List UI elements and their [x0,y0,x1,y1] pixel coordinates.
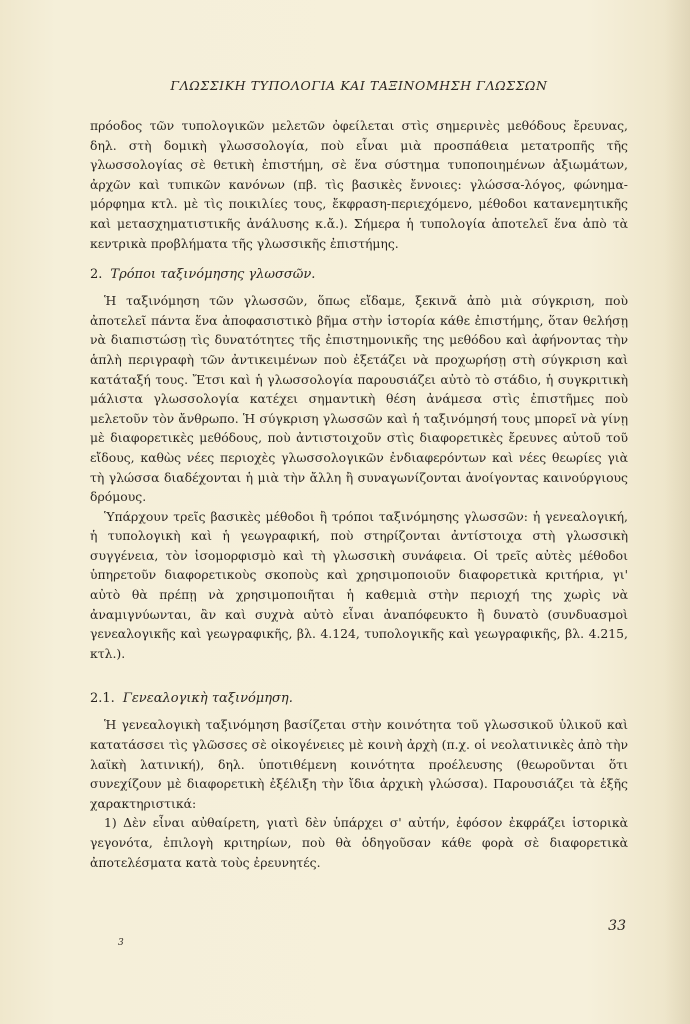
page-body [90,116,628,872]
page-edge-shadow [664,0,690,1024]
section-title: Γενεαλογικὴ ταξινόμηση. [122,691,293,707]
section-number: 2.1. [90,691,115,707]
paragraph-feature-1: 1) Δὲν εἶναι αὐθαίρετη, γιατὶ δὲν ὑπάρχει σ' αὐτήν, ἐφόσον ἐκφράζει ἱστορικὰ γεγονότα, ἐπιλογὴ κριτηρίων, ποὺ θὰ ὁδηγοῦσαν κάθε φορὰ σὲ διαφορετικὰ ἀποτελέσματα κατὰ τοὺς ἐρευνητές. [90,815,628,870]
page-number: 33 [608,918,626,934]
section-number: 2. [90,267,103,283]
paragraph-classification: Ἡ ταξινόμηση τῶν γλωσσῶν, ὅπως εἴδαμε, ξεκινᾶ ἀπὸ μιὰ σύγκριση, ποὺ ἀποτελεῖ πάντα ἕνα ἀποφασιστικὸ βῆμα στὴν ἱστορία κάθε ἐπιστήμης, ὅταν θελήσῃ νὰ διαπιστώσῃ τὶς δυνατότητες τῆς ἐπιστημονικῆς της μεθόδου καὶ ἀφήνοντας τὴν ἁπλὴ περιγραφὴ τῶν ἀντικειμένων ποὺ ἐξετάζει νὰ προχωρήσῃ στὴ σύγκριση καὶ κατάταξή τους. Ἔτσι καὶ ἡ γλωσσολογία παρουσιάζει αὐτὸ τὸ στάδιο, ἡ συγκριτικὴ μάλιστα γλωσσολογία κατέχει σημαντικὴ θέση ἀνάμεσα στὶς ἐπιστῆμες ποὺ μελετοῦν τὸν ἄνθρωπο. Ἡ σύγκριση γλωσσῶν καὶ ἡ ταξινόμησή τους μπορεῖ νὰ γίνῃ μὲ διαφορετικὲς μεθόδους, ποὺ ἀντιστοιχοῦν στὶς διαφορετικὲς ἔρευνες αὐτοῦ τοῦ εἴδους, καθὼς νέες περιοχὲς γλωσσολογικῶν ἐνδιαφερόντων καὶ νέες θεωρίες γιὰ τὴ γλώσσα διαδέχονται ἡ μιὰ τὴν ἄλλη ἢ συναγωνίζονται ἀνοίγοντας καινούργιους δρόμους. [90,293,628,505]
section-title: Τρόποι ταξινόμησης γλωσσῶν. [110,267,316,283]
section-heading-2-1 [90,689,628,709]
running-head: ΓΛΩΣΣΙΚΗ ΤΥΠΟΛΟΓΙΑ ΚΑΙ ΤΑΞΙΝΟΜΗΣΗ ΓΛΩΣΣΩΝ [170,78,548,93]
paragraph-genealogical: Ἡ γενεαλογικὴ ταξινόμηση βασίζεται στὴν κοινότητα τοῦ γλωσσικοῦ ὑλικοῦ καὶ κατατάσσει τὶς γλῶσσες σὲ οἰκογένειες μὲ κοινὴ ἀρχὴ (π.χ. οἱ νεολατινικὲς ἀπὸ τὴν λαϊκὴ λατινική), δηλ. ὑποτιθέμενη κοινότητα προέλευσης (θεωροῦνται ὅτι συνεχίζουν μὲ διαφορετικὴ ἐξέλιξη τὴν ἴδια ἀρχικὴ γλώσσα). Παρουσιάζει τὰ ἑξῆς χαρακτηριστικά: [90,717,628,811]
signature-mark: 3 [118,938,124,948]
section-heading-2 [90,265,628,285]
paragraph-methods: Ὑπάρχουν τρεῖς βασικὲς μέθοδοι ἢ τρόποι ταξινόμησης γλωσσῶν: ἡ γενεαλογική, ἡ τυπολογικὴ καὶ ἡ γεωγραφική, ποὺ στηρίζονται ἀντίστοιχα στὴ γλωσσικὴ συγγένεια, τὸν ἰσομορφισμὸ καὶ τὴ γλωσσικὴ συνάφεια. Οἱ τρεῖς αὐτὲς μέθοδοι ὑπηρετοῦν διαφορετικοὺς σκοποὺς καὶ χρησιμοποιοῦν διαφορετικὰ κριτήρια, γι' αὐτὸ θὰ πρέπῃ νὰ χρησιμοποιῆται ἡ καθεμιὰ στὴν περιοχή της χωρὶς νὰ ἀναμιγνύωνται, ἂν καὶ συχνὰ αὐτὸ εἶναι ἀναπόφευκτο ἢ δυνατὸ (συνδυασμοὶ γενεαλογικῆς καὶ γεωγραφικῆς, βλ. 4.124, τυπολογικῆς καὶ γεωγραφικῆς, βλ. 4.215, κτλ.). [90,508,628,661]
paragraph-intro: πρόοδος τῶν τυπολογικῶν μελετῶν ὀφείλεται στὶς σημερινὲς μεθόδους ἔρευνας, δηλ. στὴ δομικὴ γλωσσολογία, ποὺ εἶναι μιὰ προσπάθεια μετατροπῆς τῆς γλωσσολογίας σὲ θετικὴ ἐπιστήμη, σὲ ἕνα σύστημα τυποποιημένων ἀξιωμάτων, ἀρχῶν καὶ τυπικῶν κανόνων (πβ. τὶς βασικὲς ἔννοιες: γλώσσα-λόγος, φώνημα-μόρφημα κτλ. μὲ τὶς ποικιλίες τους, ἔκφραση-περιεχόμενο, μέθοδοι κατανεμητικῆς καὶ μετασχηματιστικῆς ἀνάλυσης κ.ἄ.). Σήμερα ἡ τυπολογία ἀποτελεῖ ἕνα ἀπὸ τὰ κεντρικὰ προβλήματα τῆς γλωσσικῆς ἐπιστήμης. [90,118,628,251]
